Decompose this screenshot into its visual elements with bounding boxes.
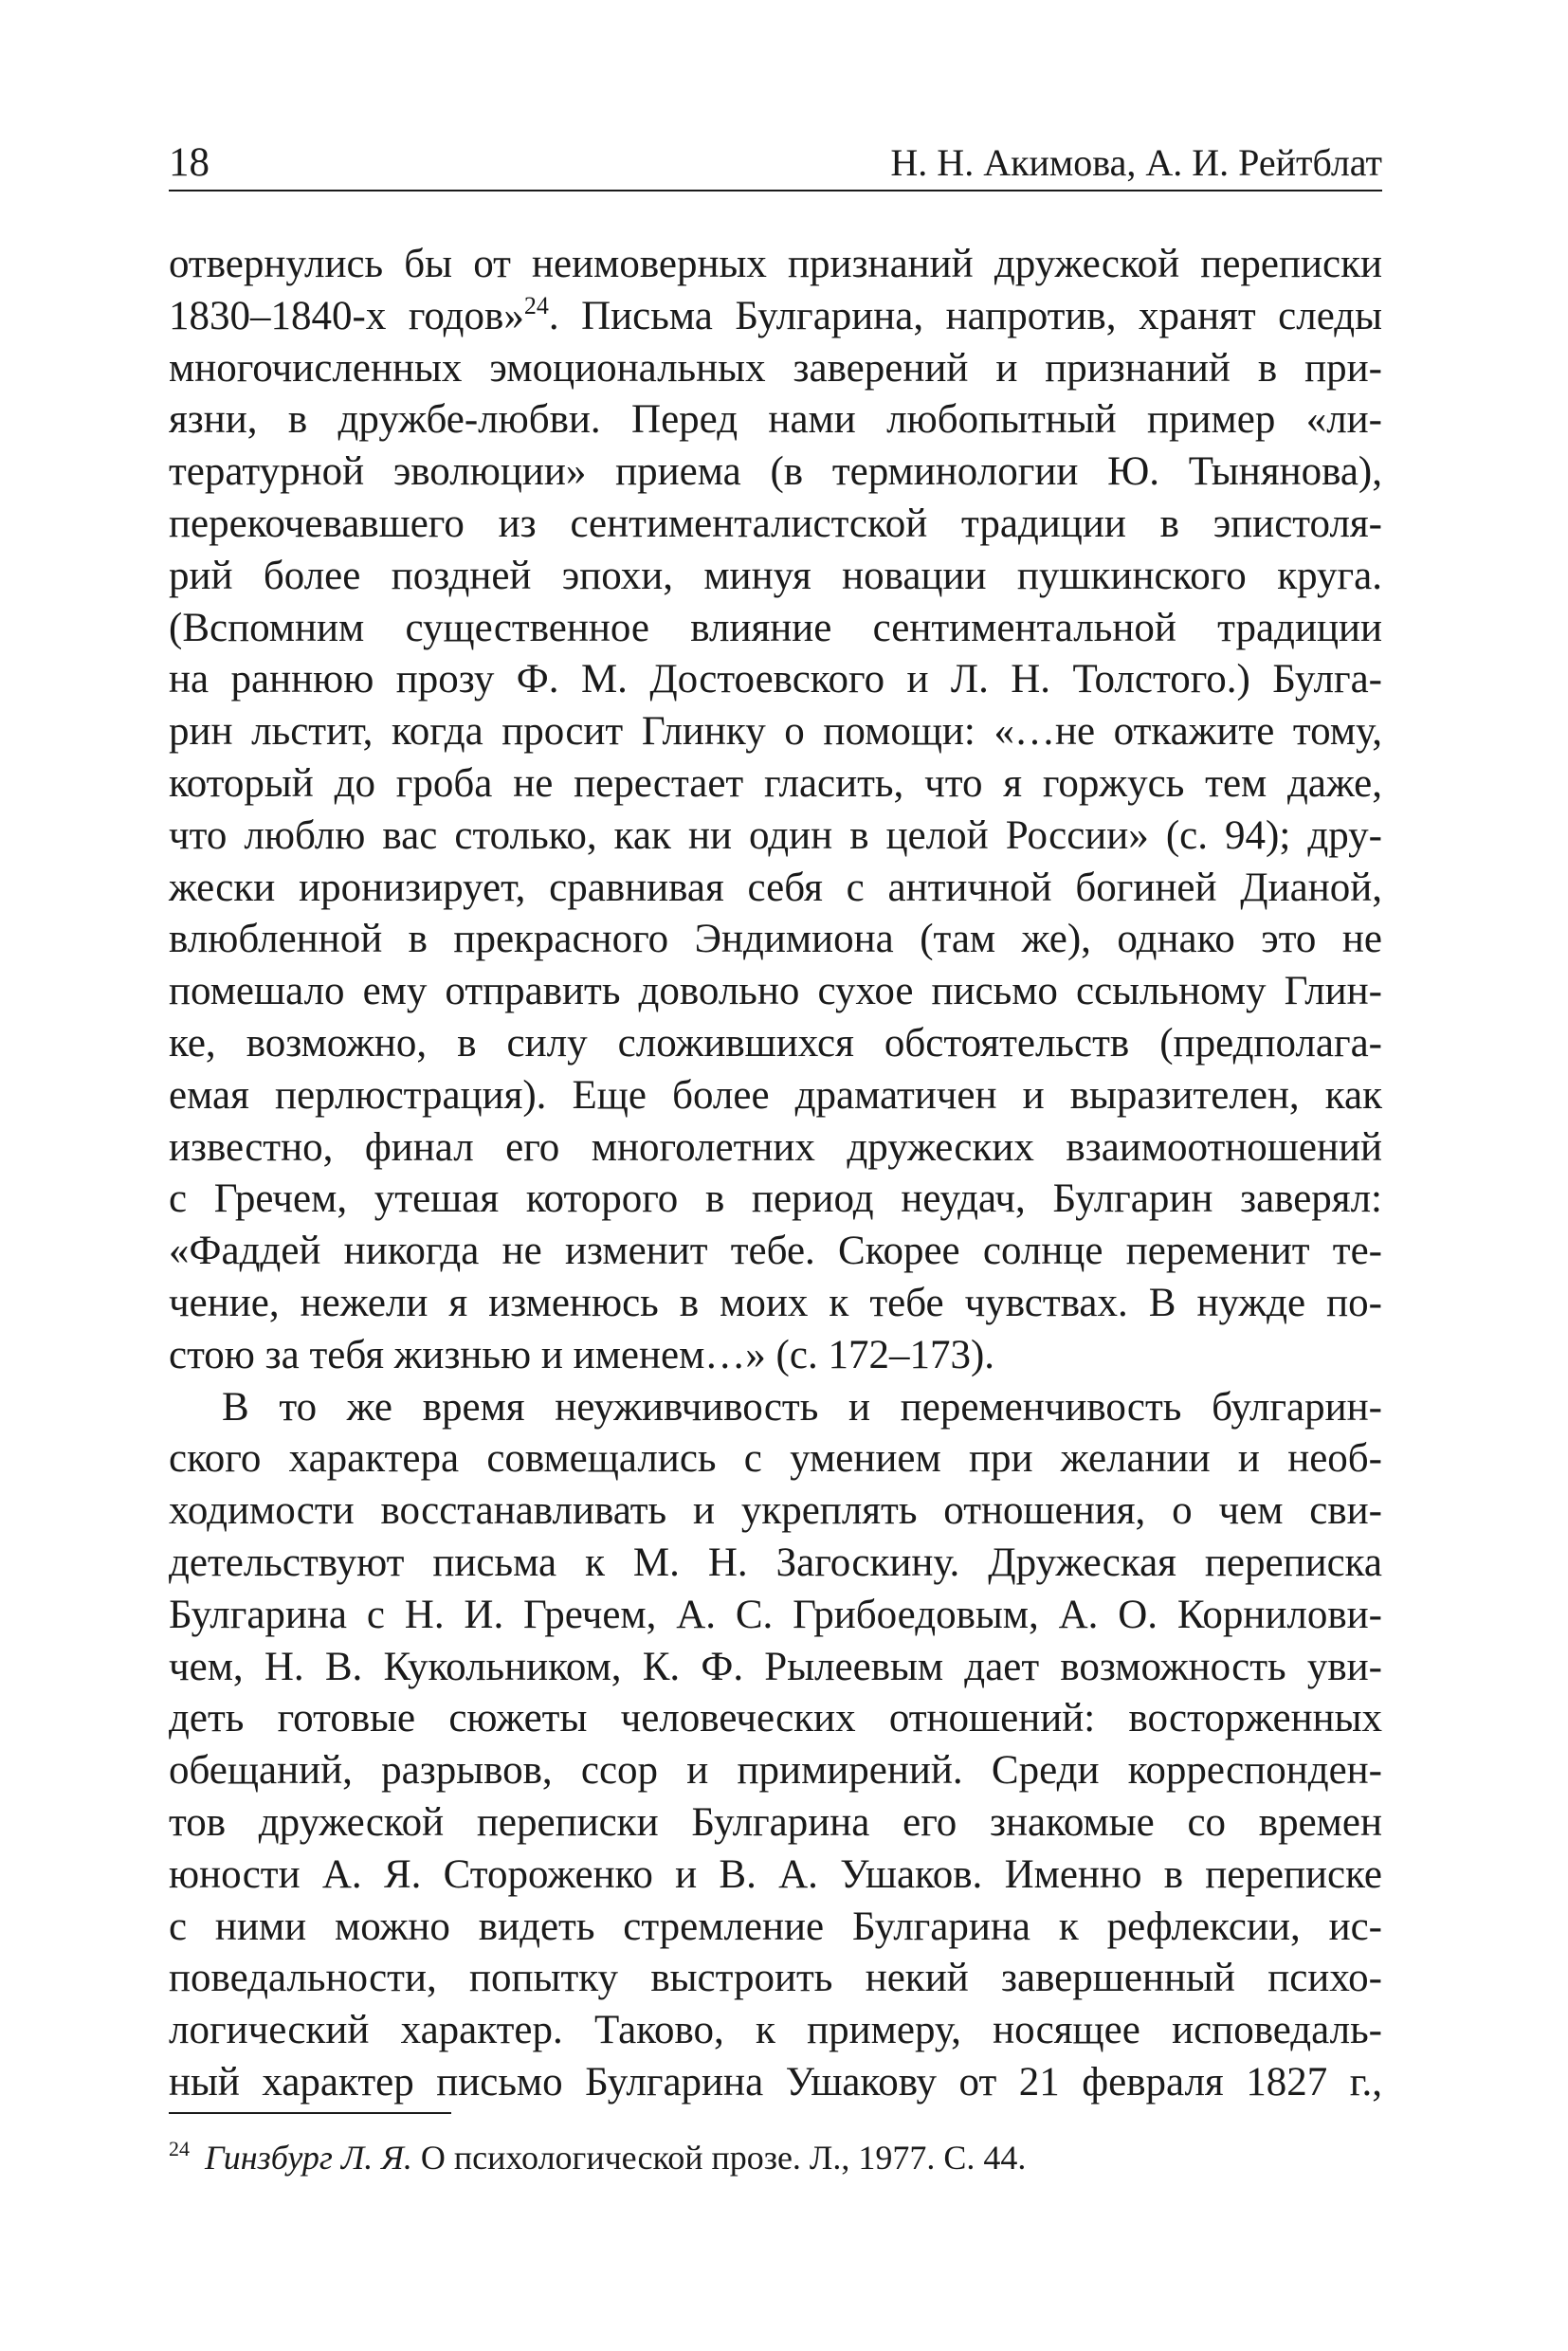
text-line: «Фаддей никогда не изменит тебе. Скорее солнце переменит те- (169, 1229, 1382, 1274)
footnote (169, 2135, 1382, 2180)
text-line: который до гроба не перестает гласить, что я горжусь тем даже, (169, 760, 1382, 806)
footnote-text: О психологической прозе. Л., 1977. С. 44. (411, 2139, 1027, 2177)
text-line: рий более поздней эпохи, минуя новации пушкинского круга. (169, 553, 1382, 598)
running-head: Н. Н. Акимова, А. И. Рейтблат (890, 141, 1382, 184)
text-line: поведальности, попытку выстроить некий завершенный психо- (169, 1956, 1382, 2001)
text-line: ный характер письмо Булгарина Ушакову от 21 февраля 1827 г., (169, 2059, 1382, 2105)
text-line: с Гречем, утешая которого в период неудач, Булгарин заверял: (169, 1176, 1382, 1222)
text-line: деть готовые сюжеты человеческих отношений: восторженных (169, 1696, 1382, 1741)
text-line: ского характера совмещались с умением при желании и необ- (169, 1436, 1382, 1482)
text-line: тературной эволюции» приема (в терминологии Ю. Тынянова), (169, 449, 1382, 495)
page-number: 18 (169, 140, 210, 185)
text-line: (Вспомним существенное влияние сентиментальной традиции (169, 605, 1382, 650)
text-line: жески иронизирует, сравнивая себя с античной богиней Дианой, (169, 865, 1382, 910)
footnote-reference: 24 (523, 291, 549, 319)
text-line: многочисленных эмоциональных заверений и признаний в при- (169, 345, 1382, 391)
text-line (169, 291, 1382, 343)
footnote-author: Гинзбург Л. Я. (205, 2139, 412, 2177)
text-line: детельствуют письма к М. Н. Загоскину. Дружеская переписка (169, 1540, 1382, 1585)
text-line: язни, в дружбе-любви. Перед нами любопытный пример «ли- (169, 397, 1382, 443)
text-line: В то же время неуживчивость и переменчивость булгарин- (222, 1384, 1382, 1430)
text-line: помешало ему отправить довольно сухое письмо ссыльному Глин- (169, 969, 1382, 1014)
main-text (169, 239, 1382, 2109)
text-line: ходимости восстанавливать и укреплять отношения, о чем сви- (169, 1488, 1382, 1534)
text-line: юности А. Я. Стороженко и В. А. Ушаков. Именно в переписке (169, 1851, 1382, 1897)
text-line: рин льстит, когда просит Глинку о помощи: «…не откажите тому, (169, 709, 1382, 755)
text-line: отвернулись бы от неимоверных признаний дружеской переписки (169, 242, 1382, 286)
text-fragment: 1830–1840-х годов» (169, 293, 524, 338)
page-header (169, 135, 1382, 191)
header-rule (169, 190, 1382, 191)
footnote-rule (169, 2112, 451, 2114)
text-line: Булгарина с Н. И. Гречем, А. С. Грибоедовым, А. О. Корнилови- (169, 1592, 1382, 1637)
footnote-mark: 24 (169, 2137, 190, 2160)
text-line: перекочевавшего из сентименталистской традиции в эпистоля- (169, 501, 1382, 546)
text-fragment: . Письма Булгарина, напротив, хранят следы (548, 293, 1382, 338)
text-line: тов дружеской переписки Булгарина его знакомые со времен (169, 1799, 1382, 1845)
text-line: на раннюю прозу Ф. М. Достоевского и Л. Н. Толстого.) Булга- (169, 657, 1382, 702)
text-line: стою за тебя жизнью и именем…» (с. 172–173). (169, 1332, 995, 1377)
text-line: чем, Н. В. Кукольником, К. Ф. Рылеевым дает возможность уви- (169, 1644, 1382, 1689)
text-line: известно, финал его многолетних дружеских взаимоотношений (169, 1124, 1382, 1170)
text-line: что люблю вас столько, как ни один в целой России» (с. 94); дру- (169, 812, 1382, 858)
text-line: влюбленной в прекрасного Эндимиона (там же), однако это не (169, 917, 1382, 962)
text-line: чение, нежели я изменюсь в моих к тебе чувствах. В нужде по- (169, 1280, 1382, 1325)
text-line: с ними можно видеть стремление Булгарина к рефлексии, ис- (169, 1904, 1382, 1949)
text-line: логический характер. Таково, к примеру, носящее исповедаль- (169, 2008, 1382, 2053)
text-line: емая перлюстрация). Еще более драматичен и выразителен, как (169, 1072, 1382, 1118)
text-line: ке, возможно, в силу сложившихся обстоятельств (предполага- (169, 1020, 1382, 1066)
text-line: обещаний, разрывов, ссор и примирений. Среди корреспонден- (169, 1748, 1382, 1794)
